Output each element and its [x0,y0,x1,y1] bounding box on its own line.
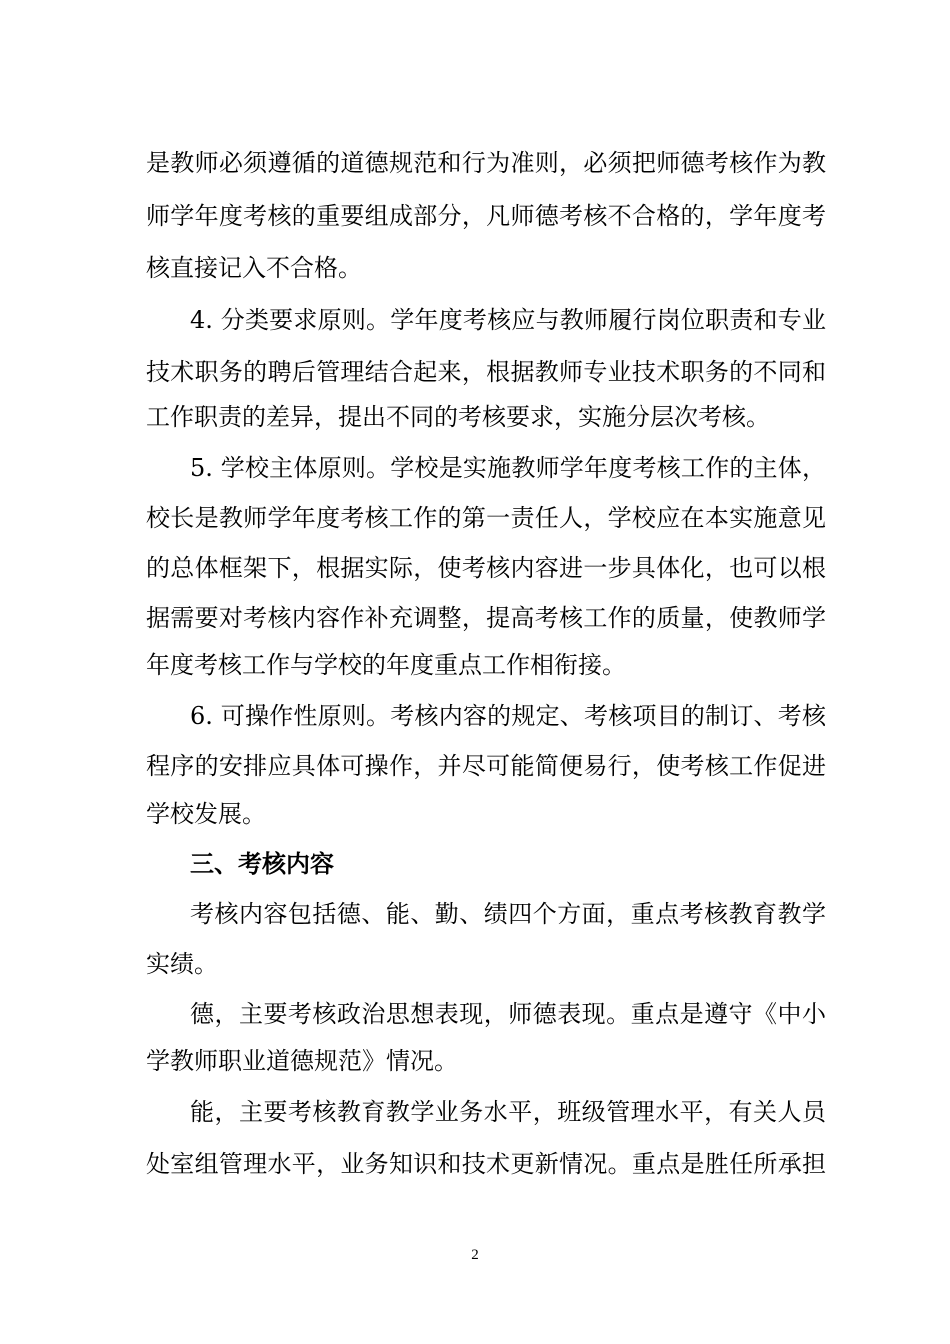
paragraph-line: 的总体框架下，根据实际，使考核内容进一步具体化，也可以根 [146,554,826,582]
paragraph-line: 实绩。 [146,950,218,978]
page-number: 2 [471,1247,479,1263]
paragraph-line: 考核内容包括德、能、勤、绩四个方面，重点考核教育教学 [190,900,826,928]
paragraph-line: 学教师职业道德规范》情况。 [146,1047,458,1075]
paragraph-line: 核直接记入不合格。 [146,254,362,282]
paragraph-line: 是教师必须遵循的道德规范和行为准则，必须把师德考核作为教 [146,149,826,177]
paragraph-line: 年度考核工作与学校的年度重点工作相衔接。 [146,651,626,679]
paragraph-line: 校长是教师学年度考核工作的第一责任人，学校应在本实施意见 [146,504,826,532]
paragraph-line: 德，主要考核政治思想表现，师德表现。重点是遵守《中小 [190,1000,826,1028]
paragraph-line: 6. 可操作性原则。考核内容的规定、考核项目的制订、考核 [190,702,826,730]
paragraph-line: 工作职责的差异，提出不同的考核要求，实施分层次考核。 [146,403,770,431]
paragraph-line: 学校发展。 [146,800,266,828]
paragraph-line: 师学年度考核的重要组成部分，凡师德考核不合格的，学年度考 [146,202,826,230]
section-heading: 三、考核内容 [190,850,334,878]
paragraph-line: 处室组管理水平，业务知识和技术更新情况。重点是胜任所承担 [146,1150,826,1178]
paragraph-line: 5. 学校主体原则。学校是实施教师学年度考核工作的主体， [190,454,826,482]
paragraph-line: 据需要对考核内容作补充调整，提高考核工作的质量，使教师学 [146,604,826,632]
paragraph-line: 4. 分类要求原则。学年度考核应与教师履行岗位职责和专业 [190,306,826,334]
paragraph-line: 程序的安排应具体可操作，并尽可能简便易行，使考核工作促进 [146,752,826,780]
paragraph-line: 技术职务的聘后管理结合起来，根据教师专业技术职务的不同和 [146,358,826,386]
paragraph-line: 能，主要考核教育教学业务水平，班级管理水平，有关人员 [190,1098,826,1126]
